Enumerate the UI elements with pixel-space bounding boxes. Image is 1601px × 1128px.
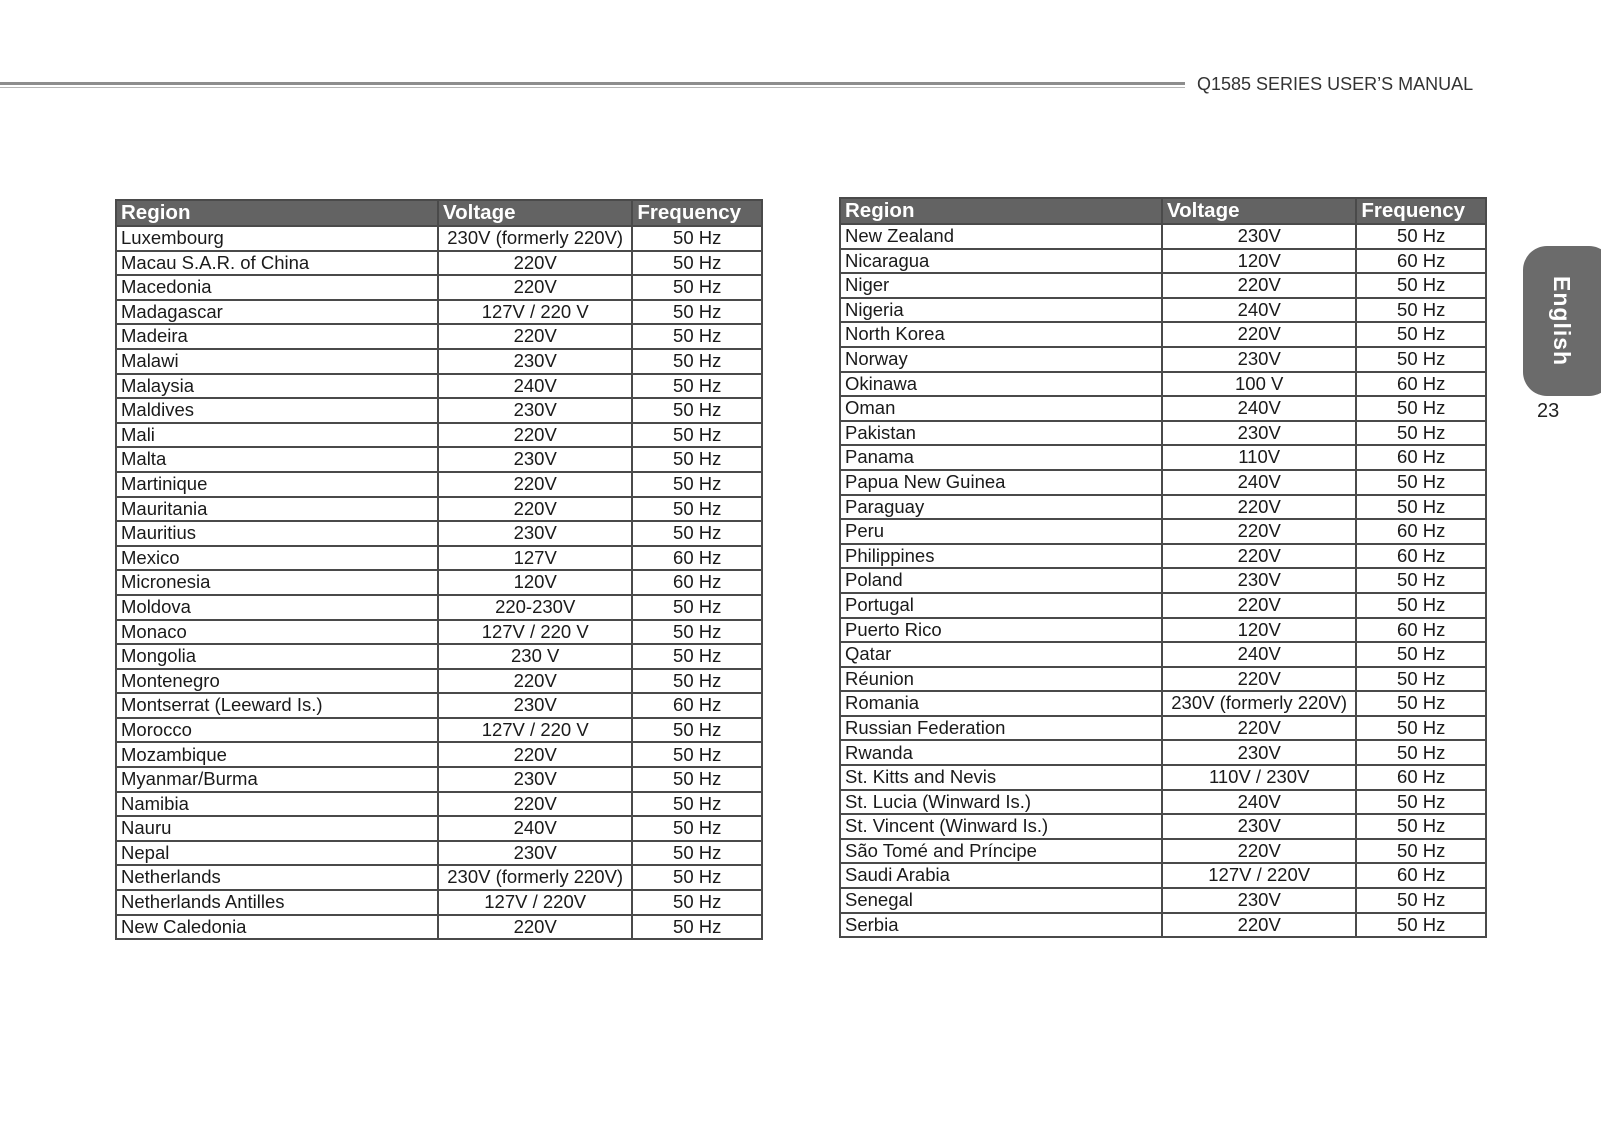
cell-frequency: 50 Hz (632, 620, 762, 645)
table-row (116, 349, 762, 374)
cell-frequency: 50 Hz (632, 447, 762, 472)
table-row (840, 740, 1486, 765)
cell-frequency: 60 Hz (632, 546, 762, 571)
cell-voltage: 240V (1162, 790, 1356, 815)
cell-region: Montserrat (Leeward Is.) (116, 693, 438, 718)
cell-region: Panama (840, 445, 1162, 470)
cell-region: Oman (840, 396, 1162, 421)
table-row (840, 470, 1486, 495)
cell-frequency: 50 Hz (632, 423, 762, 448)
cell-region: Qatar (840, 642, 1162, 667)
cell-region: St. Vincent (Winward Is.) (840, 814, 1162, 839)
table-row (116, 521, 762, 546)
table-row (840, 273, 1486, 298)
table-header-row (116, 200, 762, 226)
cell-frequency: 50 Hz (1356, 568, 1486, 593)
table-row (116, 915, 762, 940)
cell-region: Portugal (840, 593, 1162, 618)
cell-frequency: 50 Hz (632, 890, 762, 915)
cell-frequency: 50 Hz (1356, 322, 1486, 347)
cell-voltage: 220V (438, 251, 632, 276)
cell-region: Malaysia (116, 374, 438, 399)
table-row (116, 865, 762, 890)
table-row (116, 324, 762, 349)
cell-voltage: 230V (438, 841, 632, 866)
cell-voltage: 230V (formerly 220V) (1162, 691, 1356, 716)
cell-voltage: 127V / 220 V (438, 300, 632, 325)
table-row (116, 472, 762, 497)
cell-frequency: 50 Hz (632, 349, 762, 374)
table-row (840, 495, 1486, 520)
cell-region: New Caledonia (116, 915, 438, 940)
table-row (116, 447, 762, 472)
cell-region: St. Lucia (Winward Is.) (840, 790, 1162, 815)
cell-region: Macedonia (116, 275, 438, 300)
cell-frequency: 60 Hz (1356, 618, 1486, 643)
cell-voltage: 220V (438, 423, 632, 448)
cell-frequency: 50 Hz (632, 915, 762, 940)
cell-frequency: 50 Hz (1356, 347, 1486, 372)
table-row (840, 691, 1486, 716)
table-row (840, 618, 1486, 643)
cell-region: Madeira (116, 324, 438, 349)
cell-region: St. Kitts and Nevis (840, 765, 1162, 790)
cell-region: Netherlands Antilles (116, 890, 438, 915)
table-row (116, 497, 762, 522)
header-rule-thin (0, 87, 1185, 88)
cell-voltage: 240V (1162, 470, 1356, 495)
cell-region: Netherlands (116, 865, 438, 890)
table-row (116, 841, 762, 866)
cell-region: Mexico (116, 546, 438, 571)
voltage-table-left (115, 199, 763, 940)
table-row (840, 790, 1486, 815)
cell-frequency: 50 Hz (1356, 667, 1486, 692)
table-row (840, 913, 1486, 938)
table-row (840, 519, 1486, 544)
table-row (840, 224, 1486, 249)
cell-frequency: 50 Hz (1356, 421, 1486, 446)
cell-frequency: 50 Hz (632, 841, 762, 866)
cell-frequency: 50 Hz (1356, 224, 1486, 249)
cell-region: Namibia (116, 792, 438, 817)
cell-frequency: 50 Hz (632, 816, 762, 841)
cell-frequency: 60 Hz (632, 693, 762, 718)
cell-frequency: 50 Hz (1356, 593, 1486, 618)
cell-voltage: 230V (1162, 347, 1356, 372)
cell-region: Nepal (116, 841, 438, 866)
cell-voltage: 230 V (438, 644, 632, 669)
cell-voltage: 220V (438, 472, 632, 497)
cell-voltage: 240V (1162, 642, 1356, 667)
table-row (840, 544, 1486, 569)
table-row (840, 863, 1486, 888)
table-body-left (116, 226, 762, 939)
cell-region: Puerto Rico (840, 618, 1162, 643)
cell-frequency: 50 Hz (1356, 913, 1486, 938)
cell-region: Mozambique (116, 742, 438, 767)
cell-region: Paraguay (840, 495, 1162, 520)
cell-region: Okinawa (840, 372, 1162, 397)
cell-voltage: 230V (1162, 568, 1356, 593)
cell-voltage: 220V (1162, 716, 1356, 741)
cell-frequency: 50 Hz (1356, 814, 1486, 839)
column-header-voltage: Voltage (438, 200, 632, 226)
cell-region: São Tomé and Príncipe (840, 839, 1162, 864)
table-row (840, 249, 1486, 274)
cell-voltage: 220V (438, 497, 632, 522)
table-row (116, 890, 762, 915)
cell-region: Madagascar (116, 300, 438, 325)
cell-voltage: 220V (438, 792, 632, 817)
cell-frequency: 50 Hz (1356, 790, 1486, 815)
cell-voltage: 127V / 220 V (438, 620, 632, 645)
cell-voltage: 220V (1162, 593, 1356, 618)
cell-voltage: 127V / 220V (438, 890, 632, 915)
column-header-voltage: Voltage (1162, 198, 1356, 224)
header-rule-thick (0, 82, 1185, 85)
cell-voltage: 220V (438, 915, 632, 940)
cell-voltage: 220V (438, 669, 632, 694)
cell-region: Malawi (116, 349, 438, 374)
cell-frequency: 50 Hz (632, 374, 762, 399)
cell-region: New Zealand (840, 224, 1162, 249)
table-row (116, 374, 762, 399)
cell-voltage: 230V (1162, 814, 1356, 839)
table-row (116, 620, 762, 645)
table-row (840, 888, 1486, 913)
cell-frequency: 60 Hz (1356, 544, 1486, 569)
cell-voltage: 220-230V (438, 595, 632, 620)
table-row (116, 423, 762, 448)
cell-voltage: 220V (1162, 495, 1356, 520)
cell-region: Norway (840, 347, 1162, 372)
cell-frequency: 50 Hz (632, 251, 762, 276)
cell-frequency: 50 Hz (632, 644, 762, 669)
cell-frequency: 60 Hz (1356, 863, 1486, 888)
table-row (116, 792, 762, 817)
cell-voltage: 120V (438, 570, 632, 595)
voltage-table-right (839, 197, 1487, 938)
table-row (840, 814, 1486, 839)
table-row (116, 742, 762, 767)
cell-region: Serbia (840, 913, 1162, 938)
table-row (116, 669, 762, 694)
cell-region: Luxembourg (116, 226, 438, 251)
cell-frequency: 50 Hz (632, 767, 762, 792)
table-row (116, 816, 762, 841)
cell-voltage: 127V (438, 546, 632, 571)
table-row (116, 251, 762, 276)
cell-frequency: 50 Hz (1356, 470, 1486, 495)
cell-region: Mauritius (116, 521, 438, 546)
cell-voltage: 220V (1162, 667, 1356, 692)
cell-frequency: 50 Hz (1356, 716, 1486, 741)
cell-frequency: 50 Hz (632, 472, 762, 497)
cell-frequency: 50 Hz (1356, 273, 1486, 298)
cell-region: Saudi Arabia (840, 863, 1162, 888)
cell-frequency: 50 Hz (632, 398, 762, 423)
cell-voltage: 127V / 220V (1162, 863, 1356, 888)
cell-frequency: 60 Hz (1356, 372, 1486, 397)
cell-voltage: 240V (1162, 298, 1356, 323)
table-row (116, 570, 762, 595)
cell-voltage: 230V (1162, 888, 1356, 913)
cell-frequency: 50 Hz (1356, 740, 1486, 765)
table-row (840, 642, 1486, 667)
cell-frequency: 50 Hz (632, 742, 762, 767)
cell-region: Romania (840, 691, 1162, 716)
column-header-region: Region (840, 198, 1162, 224)
table-row (116, 398, 762, 423)
cell-voltage: 230V (438, 521, 632, 546)
cell-voltage: 127V / 220 V (438, 718, 632, 743)
cell-voltage: 220V (1162, 322, 1356, 347)
cell-frequency: 50 Hz (632, 669, 762, 694)
cell-voltage: 220V (1162, 519, 1356, 544)
cell-voltage: 220V (1162, 839, 1356, 864)
cell-frequency: 50 Hz (632, 792, 762, 817)
cell-voltage: 220V (438, 742, 632, 767)
table-row (116, 275, 762, 300)
cell-frequency: 60 Hz (1356, 445, 1486, 470)
cell-region: Malta (116, 447, 438, 472)
cell-frequency: 50 Hz (1356, 642, 1486, 667)
cell-region: Niger (840, 273, 1162, 298)
cell-region: Pakistan (840, 421, 1162, 446)
cell-region: Rwanda (840, 740, 1162, 765)
cell-region: Moldova (116, 595, 438, 620)
header-rule (0, 82, 1185, 89)
cell-region: Mongolia (116, 644, 438, 669)
cell-region: Senegal (840, 888, 1162, 913)
cell-voltage: 120V (1162, 249, 1356, 274)
cell-voltage: 240V (1162, 396, 1356, 421)
manual-title: Q1585 SERIES USER’S MANUAL (1197, 74, 1474, 94)
cell-region: Poland (840, 568, 1162, 593)
table-row (116, 644, 762, 669)
cell-voltage: 110V (1162, 445, 1356, 470)
table-row (116, 693, 762, 718)
table-body-right (840, 224, 1486, 937)
cell-voltage: 230V (1162, 740, 1356, 765)
cell-voltage: 230V (438, 767, 632, 792)
cell-voltage: 220V (438, 324, 632, 349)
cell-region: Morocco (116, 718, 438, 743)
table-row (840, 322, 1486, 347)
cell-frequency: 60 Hz (1356, 765, 1486, 790)
cell-region: Nicaragua (840, 249, 1162, 274)
cell-frequency: 50 Hz (632, 226, 762, 251)
cell-region: Monaco (116, 620, 438, 645)
table-row (840, 839, 1486, 864)
cell-region: Montenegro (116, 669, 438, 694)
cell-region: North Korea (840, 322, 1162, 347)
cell-voltage: 230V (438, 693, 632, 718)
cell-voltage: 220V (1162, 544, 1356, 569)
cell-voltage: 230V (1162, 224, 1356, 249)
cell-region: Russian Federation (840, 716, 1162, 741)
cell-voltage: 120V (1162, 618, 1356, 643)
cell-region: Nigeria (840, 298, 1162, 323)
table-row (116, 718, 762, 743)
cell-frequency: 50 Hz (1356, 888, 1486, 913)
cell-voltage: 220V (1162, 913, 1356, 938)
cell-frequency: 50 Hz (1356, 691, 1486, 716)
cell-frequency: 50 Hz (632, 497, 762, 522)
table-row (840, 298, 1486, 323)
cell-voltage: 100 V (1162, 372, 1356, 397)
cell-voltage: 110V / 230V (1162, 765, 1356, 790)
cell-frequency: 50 Hz (632, 865, 762, 890)
cell-region: Mauritania (116, 497, 438, 522)
cell-frequency: 50 Hz (1356, 495, 1486, 520)
table-row (840, 667, 1486, 692)
cell-region: Macau S.A.R. of China (116, 251, 438, 276)
cell-frequency: 60 Hz (1356, 249, 1486, 274)
table-row (116, 546, 762, 571)
column-header-frequency: Frequency (632, 200, 762, 226)
cell-region: Nauru (116, 816, 438, 841)
table-row (840, 716, 1486, 741)
cell-region: Micronesia (116, 570, 438, 595)
cell-frequency: 60 Hz (632, 570, 762, 595)
cell-region: Philippines (840, 544, 1162, 569)
cell-voltage: 230V (438, 349, 632, 374)
table-row (116, 300, 762, 325)
page-number: 23 (1537, 400, 1560, 422)
table-row (840, 765, 1486, 790)
cell-frequency: 50 Hz (632, 595, 762, 620)
table-row (840, 445, 1486, 470)
table-row (840, 396, 1486, 421)
cell-voltage: 220V (438, 275, 632, 300)
cell-region: Réunion (840, 667, 1162, 692)
column-header-region: Region (116, 200, 438, 226)
table-row (116, 226, 762, 251)
cell-frequency: 50 Hz (632, 324, 762, 349)
cell-voltage: 230V (438, 398, 632, 423)
cell-frequency: 50 Hz (1356, 298, 1486, 323)
table-row (840, 347, 1486, 372)
cell-region: Maldives (116, 398, 438, 423)
cell-frequency: 50 Hz (1356, 396, 1486, 421)
cell-voltage: 230V (formerly 220V) (438, 865, 632, 890)
cell-frequency: 50 Hz (632, 300, 762, 325)
cell-frequency: 50 Hz (1356, 839, 1486, 864)
table-row (840, 421, 1486, 446)
cell-region: Peru (840, 519, 1162, 544)
cell-region: Papua New Guinea (840, 470, 1162, 495)
cell-voltage: 220V (1162, 273, 1356, 298)
table-row (116, 767, 762, 792)
table-row (840, 568, 1486, 593)
table-header-row (840, 198, 1486, 224)
column-header-frequency: Frequency (1356, 198, 1486, 224)
cell-frequency: 50 Hz (632, 521, 762, 546)
cell-frequency: 60 Hz (1356, 519, 1486, 544)
table-row (840, 593, 1486, 618)
table-row (840, 372, 1486, 397)
language-tab-label: English (1549, 275, 1575, 367)
cell-voltage: 240V (438, 816, 632, 841)
cell-voltage: 230V (438, 447, 632, 472)
cell-voltage: 230V (formerly 220V) (438, 226, 632, 251)
cell-region: Myanmar/Burma (116, 767, 438, 792)
cell-voltage: 230V (1162, 421, 1356, 446)
table-row (116, 595, 762, 620)
cell-region: Martinique (116, 472, 438, 497)
cell-frequency: 50 Hz (632, 275, 762, 300)
cell-voltage: 240V (438, 374, 632, 399)
cell-region: Mali (116, 423, 438, 448)
cell-frequency: 50 Hz (632, 718, 762, 743)
